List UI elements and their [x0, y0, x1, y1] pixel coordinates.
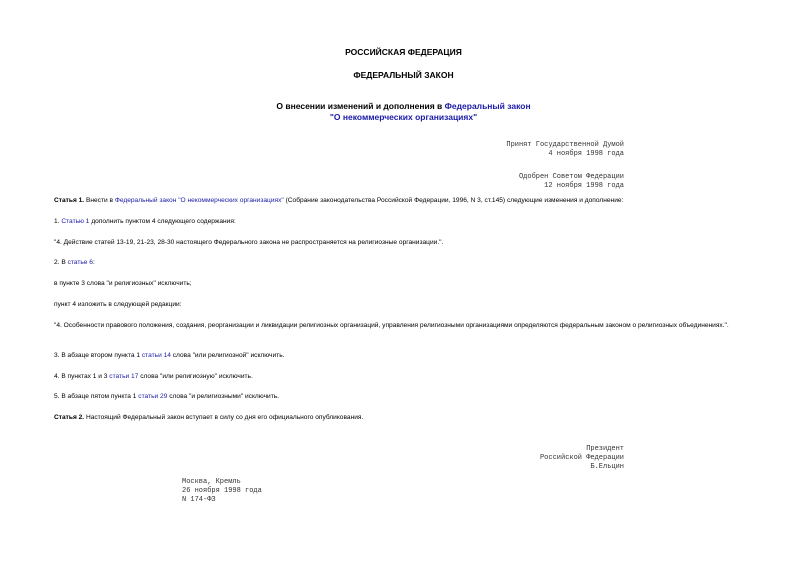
item-4-link[interactable]: статьи 17 [109, 373, 139, 380]
quote-1-paragraph: "4. Действие статей 13-19, 21-23, 28-30 настоящего Федерального закона не распространяется на религиозные организации.". [54, 239, 444, 246]
item-2-paragraph [40, 258, 767, 268]
article-1-link[interactable]: Федеральный закон "О некоммерческих организациях" [114, 197, 284, 204]
place-line1: Москва, Кремль [182, 478, 241, 486]
article-2-paragraph [40, 413, 767, 423]
duma-adoption-line2: 4 ноября 1998 года [548, 150, 624, 158]
signature-line1: Президент [586, 445, 624, 453]
item-1-link[interactable]: Статью 1 [61, 218, 90, 225]
item-3-text-a: 3. В абзаце втором пункта 1 [54, 352, 142, 359]
signature-line3: Б.Ельцин [590, 463, 624, 471]
council-approval-line2: 12 ноября 1998 года [544, 182, 624, 190]
article-1-paragraph [40, 196, 767, 206]
item-2-text-a: 2. В [54, 259, 68, 266]
item-2-text-b: : [92, 259, 95, 266]
article-1-label: Статья 1. [54, 197, 85, 204]
article-2-text: Настоящий Федеральный закон вступает в силу со дня его официального опубликования. [84, 414, 364, 421]
place-date-block [182, 478, 262, 505]
item-4-paragraph [40, 372, 767, 382]
signature-block [540, 445, 624, 472]
item-3-link[interactable]: статьи 14 [141, 352, 171, 359]
law-title [0, 101, 807, 123]
place-line3: N 174-ФЗ [182, 496, 216, 504]
item-5-text-b: слова "и религиозными" исключить. [167, 393, 279, 400]
quote-2-paragraph: "4. Особенности правового положения, создания, реорганизации и ликвидации религиозных организаций, управления религиозными организациями определяются федеральным законом о религиозных объединениях.". [54, 322, 729, 329]
signature-line2: Российской Федерации [539, 454, 624, 462]
council-approval [519, 173, 624, 191]
item-2-link[interactable]: статье 6 [67, 259, 93, 266]
item-3-paragraph [40, 351, 767, 361]
item-4-text-b: слова "или религиозную" исключить. [138, 373, 253, 380]
article-1-text-b: (Собрание законодательства Российской Федерации, 1996, N 3, ст.145) следующие изменения и дополнение: [283, 197, 624, 204]
law-title-link-2[interactable]: "О некоммерческих организациях" [329, 112, 478, 122]
item-2-sub-2: пункт 4 изложить в следующей редакции: [54, 301, 182, 308]
item-2-sub-1: в пункте 3 слова "и религиозных" исключить; [54, 280, 192, 287]
law-title-link[interactable]: Федеральный закон [444, 101, 531, 111]
item-5-paragraph [40, 392, 767, 402]
item-5-text-a: 5. В абзаце пятом пункта 1 [54, 393, 139, 400]
item-5-link[interactable]: статьи 29 [138, 393, 168, 400]
duma-adoption-line1: Принят Государственной Думой [506, 141, 624, 149]
item-1-text-b: дополнить пунктом 4 следующего содержания: [89, 218, 236, 225]
council-approval-line1: Одобрен Советом Федерации [518, 173, 624, 181]
federation-heading: РОССИЙСКАЯ ФЕДЕРАЦИЯ [345, 47, 462, 57]
article-1-text-a: Внести в [84, 197, 115, 204]
item-4-text-a: 4. В пунктах 1 и 3 [54, 373, 110, 380]
law-type-heading: ФЕДЕРАЛЬНЫЙ ЗАКОН [353, 70, 454, 80]
duma-adoption [506, 141, 624, 159]
article-2-label: Статья 2. [54, 414, 85, 421]
item-1-paragraph [40, 217, 767, 227]
item-3-text-b: слова "или религиозной" исключить. [170, 352, 285, 359]
item-1-text-a: 1. [54, 218, 62, 225]
place-line2: 26 ноября 1998 года [182, 487, 262, 495]
law-title-prefix: О внесении изменений и дополнения в [276, 101, 445, 111]
